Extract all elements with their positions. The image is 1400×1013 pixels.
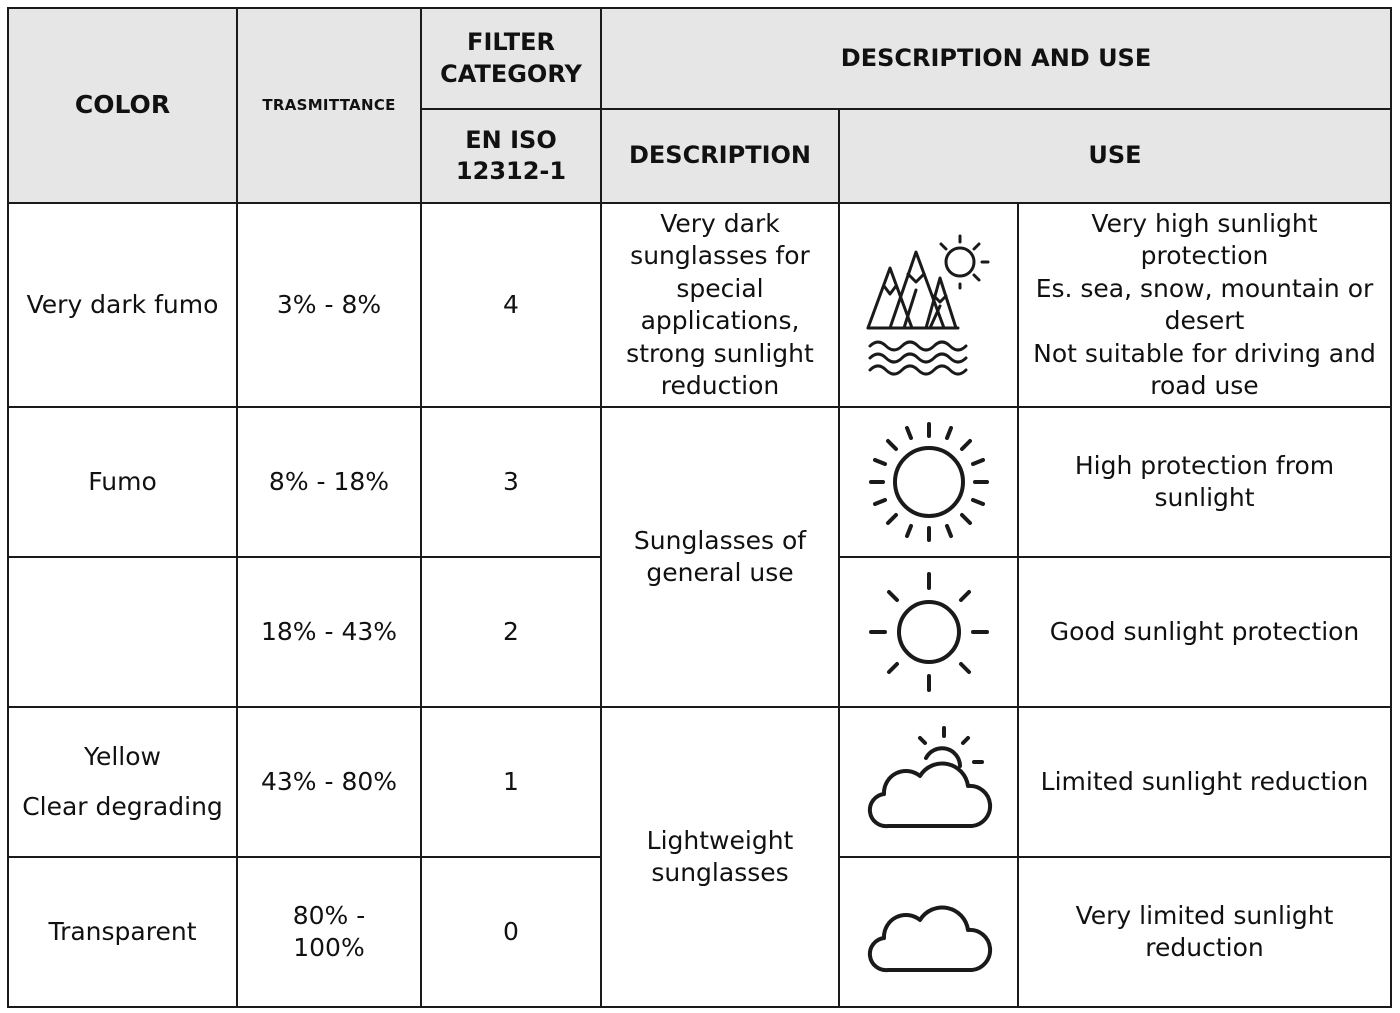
header-filter-category-line: FILTER: [467, 28, 555, 57]
category-cell: 3: [421, 407, 601, 557]
use-line: Not suitable for driving and: [1033, 338, 1376, 368]
use-line: Very limited sunlight: [1075, 900, 1334, 930]
use-line: Good sunlight protection: [1049, 616, 1360, 646]
color-text: Yellow: [84, 741, 161, 771]
color-text: Transparent: [48, 916, 197, 946]
color-text: Fumo: [88, 466, 157, 496]
sun-icon: [867, 570, 991, 694]
header-description: DESCRIPTION: [601, 109, 839, 203]
use-line: sunlight: [1154, 483, 1255, 512]
header-standard: [421, 109, 601, 203]
color-cell: [8, 557, 237, 707]
table-row: [8, 407, 1391, 557]
header-use: USE: [839, 109, 1391, 203]
description-cell: [601, 203, 839, 407]
transmittance-text: 100%: [293, 933, 365, 962]
use-cell: [1018, 203, 1391, 407]
use-line: protection: [1140, 241, 1269, 270]
table-row: [8, 707, 1391, 857]
transmittance-text: 3% - 8%: [276, 289, 382, 319]
use-line: High protection from: [1074, 450, 1335, 480]
filter-category-table: [7, 7, 1392, 1008]
use-line: Es. sea, snow, mountain or: [1035, 273, 1374, 303]
description-line: reduction: [660, 371, 780, 400]
header-description-and-use: DESCRIPTION AND USE: [601, 8, 1391, 109]
use-line: road use: [1150, 371, 1259, 400]
description-line: Very dark: [660, 208, 780, 238]
color-cell: [8, 407, 237, 557]
header-filter-category: [421, 8, 601, 109]
sun-behind-cloud-icon: [864, 722, 994, 842]
header-transmittance: TRASMITTANCE: [237, 8, 421, 203]
description-line: sunglasses: [651, 858, 789, 887]
transmittance-text: 43% - 80%: [260, 766, 398, 796]
category-cell: 1: [421, 707, 601, 857]
icon-cell: [839, 557, 1018, 707]
header-filter-category-line: CATEGORY: [440, 59, 582, 88]
transmittance-text: 18% - 43%: [260, 616, 398, 646]
strong-sun-icon: [867, 420, 991, 544]
use-line: Limited sunlight reduction: [1040, 766, 1369, 796]
transmittance-cell: [237, 857, 421, 1007]
color-cell: [8, 707, 237, 857]
description-cell-general: [601, 407, 839, 707]
description-line: applications,: [640, 306, 800, 335]
transmittance-cell: [237, 557, 421, 707]
description-line: special: [676, 273, 764, 303]
use-cell: [1018, 707, 1391, 857]
use-cell: [1018, 857, 1391, 1007]
header-color: COLOR: [8, 8, 237, 203]
color-cell: [8, 857, 237, 1007]
use-line: Very high sunlight: [1091, 208, 1318, 238]
spacer: [15, 773, 230, 791]
description-line: strong sunlight: [626, 338, 814, 368]
transmittance-cell: [237, 407, 421, 557]
cloud-icon: [864, 882, 994, 982]
transmittance-cell: [237, 203, 421, 407]
icon-cell: [839, 857, 1018, 1007]
color-text: Clear degrading: [22, 792, 223, 821]
description-line: Sunglasses of: [633, 525, 807, 555]
category-cell: 2: [421, 557, 601, 707]
header-standard-line: 12312-1: [455, 157, 567, 185]
category-cell: 0: [421, 857, 601, 1007]
transmittance-text: 8% - 18%: [268, 466, 390, 496]
icon-cell: [839, 707, 1018, 857]
color-cell: [8, 203, 237, 407]
icon-cell: [839, 407, 1018, 557]
description-line: Lightweight: [646, 825, 794, 855]
mountains-sea-sun-icon: [864, 230, 994, 380]
header-standard-line: EN ISO: [465, 125, 557, 154]
use-line: desert: [1164, 306, 1245, 335]
transmittance-text: 80% -: [292, 900, 366, 930]
category-cell: 4: [421, 203, 601, 407]
color-text: Very dark fumo: [26, 289, 219, 319]
description-line: general use: [646, 558, 794, 587]
description-line: sunglasses for: [630, 241, 810, 270]
table-row: [8, 203, 1391, 407]
use-cell: [1018, 407, 1391, 557]
description-cell-lightweight: [601, 707, 839, 1007]
transmittance-cell: [237, 707, 421, 857]
icon-cell: [839, 203, 1018, 407]
use-cell: [1018, 557, 1391, 707]
use-line: reduction: [1145, 933, 1264, 962]
